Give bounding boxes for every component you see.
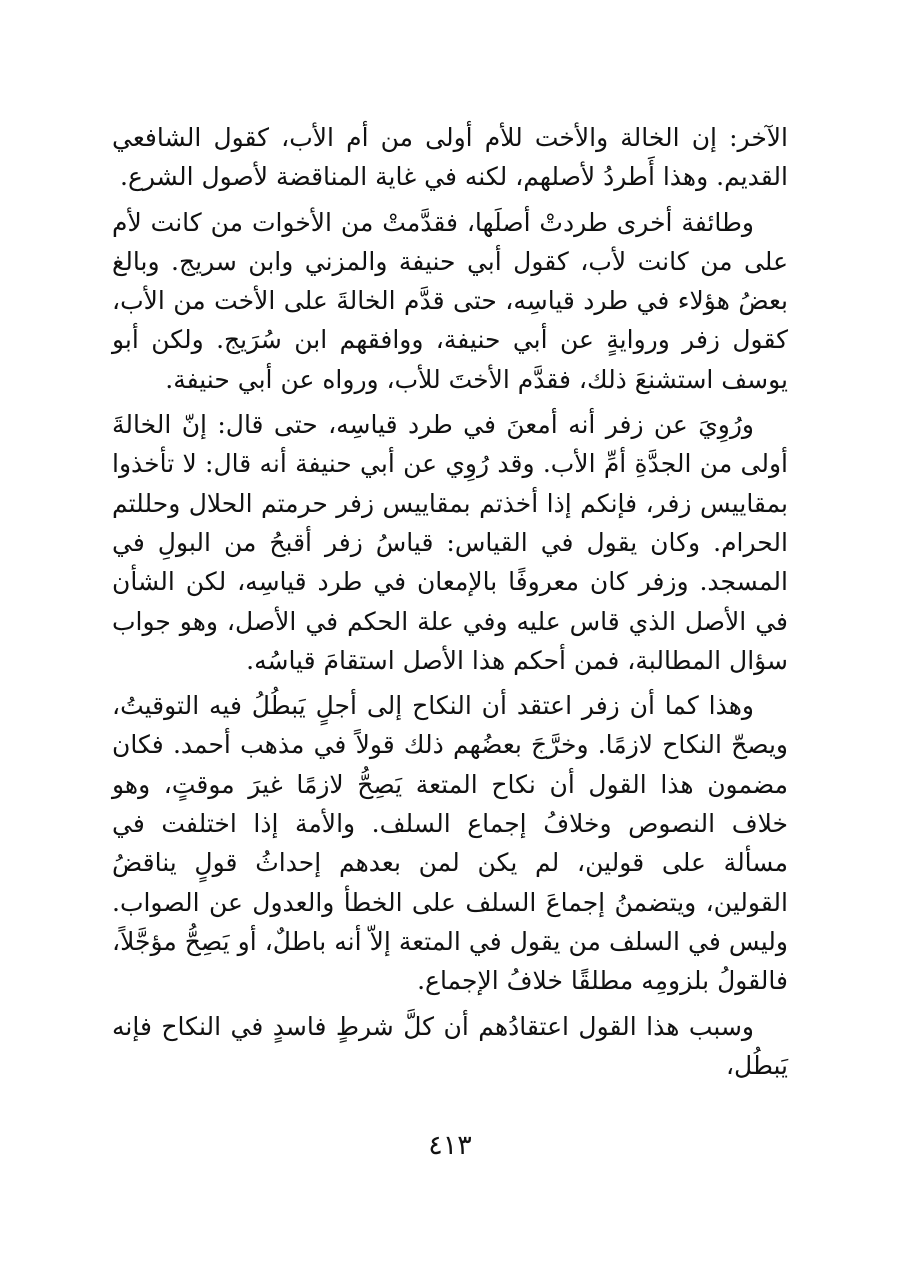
page-number: ٤١٣: [428, 1130, 472, 1161]
paragraph-4: وهذا كما أن زفر اعتقد أن النكاح إلى أجلٍ يَبطُلُ فيه التوقيتُ، ويصحّ النكاح لازمًا. وخرَّجَ بعضُهم ذلك قولاً في مذهب أحمد. فكان مضمون هذا القول أن نكاح المتعة يَصِحُّ لازمًا غيرَ موقتٍ، وهو خلاف النصوص وخلافُ إجماع السلف. والأمة إذا اختلفت في مسألة على قولين، لم يكن لمن بعدهم إحداثُ قولٍ يناقضُ القولين، ويتضمنُ إجماعَ السلف على الخطأ والعدول عن الصواب. وليس في السلف من يقول في المتعة إلاّ أنه باطلٌ، أو يَصِحُّ مؤجَّلاً، فالقولُ بلزومِه مطلقًا خلافُ الإجماع.: [112, 691, 788, 996]
paragraph-2: وطائفة أخرى طردتْ أصلَها، فقدَّمتْ من الأخوات من كانت لأم على من كانت لأب، كقول أبي حنيفة والمزني وابن سريج. وبالغ بعضُ هؤلاء في طرد قياسِه، حتى قدَّم الخالةَ على الأخت من الأب، كقول زفر وروايةٍ عن أبي حنيفة، ووافقهم ابن سُرَيج. ولكن أبو يوسف استشنعَ ذلك، فقدَّم الأختَ للأب، ورواه عن أبي حنيفة.: [112, 207, 788, 394]
page-body: [112, 118, 788, 1091]
paragraph-1: الآخر: إن الخالة والأخت للأم أولى من أم الأب، كقول الشافعي القديم. وهذا أَطردُ لأصلهم، لكنه في غاية المناقضة لأصول الشرع.: [112, 123, 788, 192]
paragraph-3: ورُوِيَ عن زفر أنه أمعنَ في طرد قياسِه، حتى قال: إنّ الخالةَ أولى من الجدَّةِ أمِّ الأب. وقد رُوِي عن أبي حنيفة أنه قال: لا تأخذوا بمقاييس زفر، فإنكم إذا أخذتم بمقاييس زفر حرمتم الحلال وحللتم الحرام. وكان يقول في القياس: قياسُ زفر أقبحُ من البولِ في المسجد. وزفر كان معروفًا بالإمعان في طرد قياسِه، لكن الشأن في الأصل الذي قاس عليه وفي علة الحكم في الأصل، وهو جواب سؤال المطالبة، فمن أحكم هذا الأصل استقامَ قياسُه.: [112, 410, 788, 675]
paragraph-5: وسبب هذا القول اعتقادُهم أن كلَّ شرطٍ فاسدٍ في النكاح فإنه يَبطُل،: [112, 1011, 788, 1080]
